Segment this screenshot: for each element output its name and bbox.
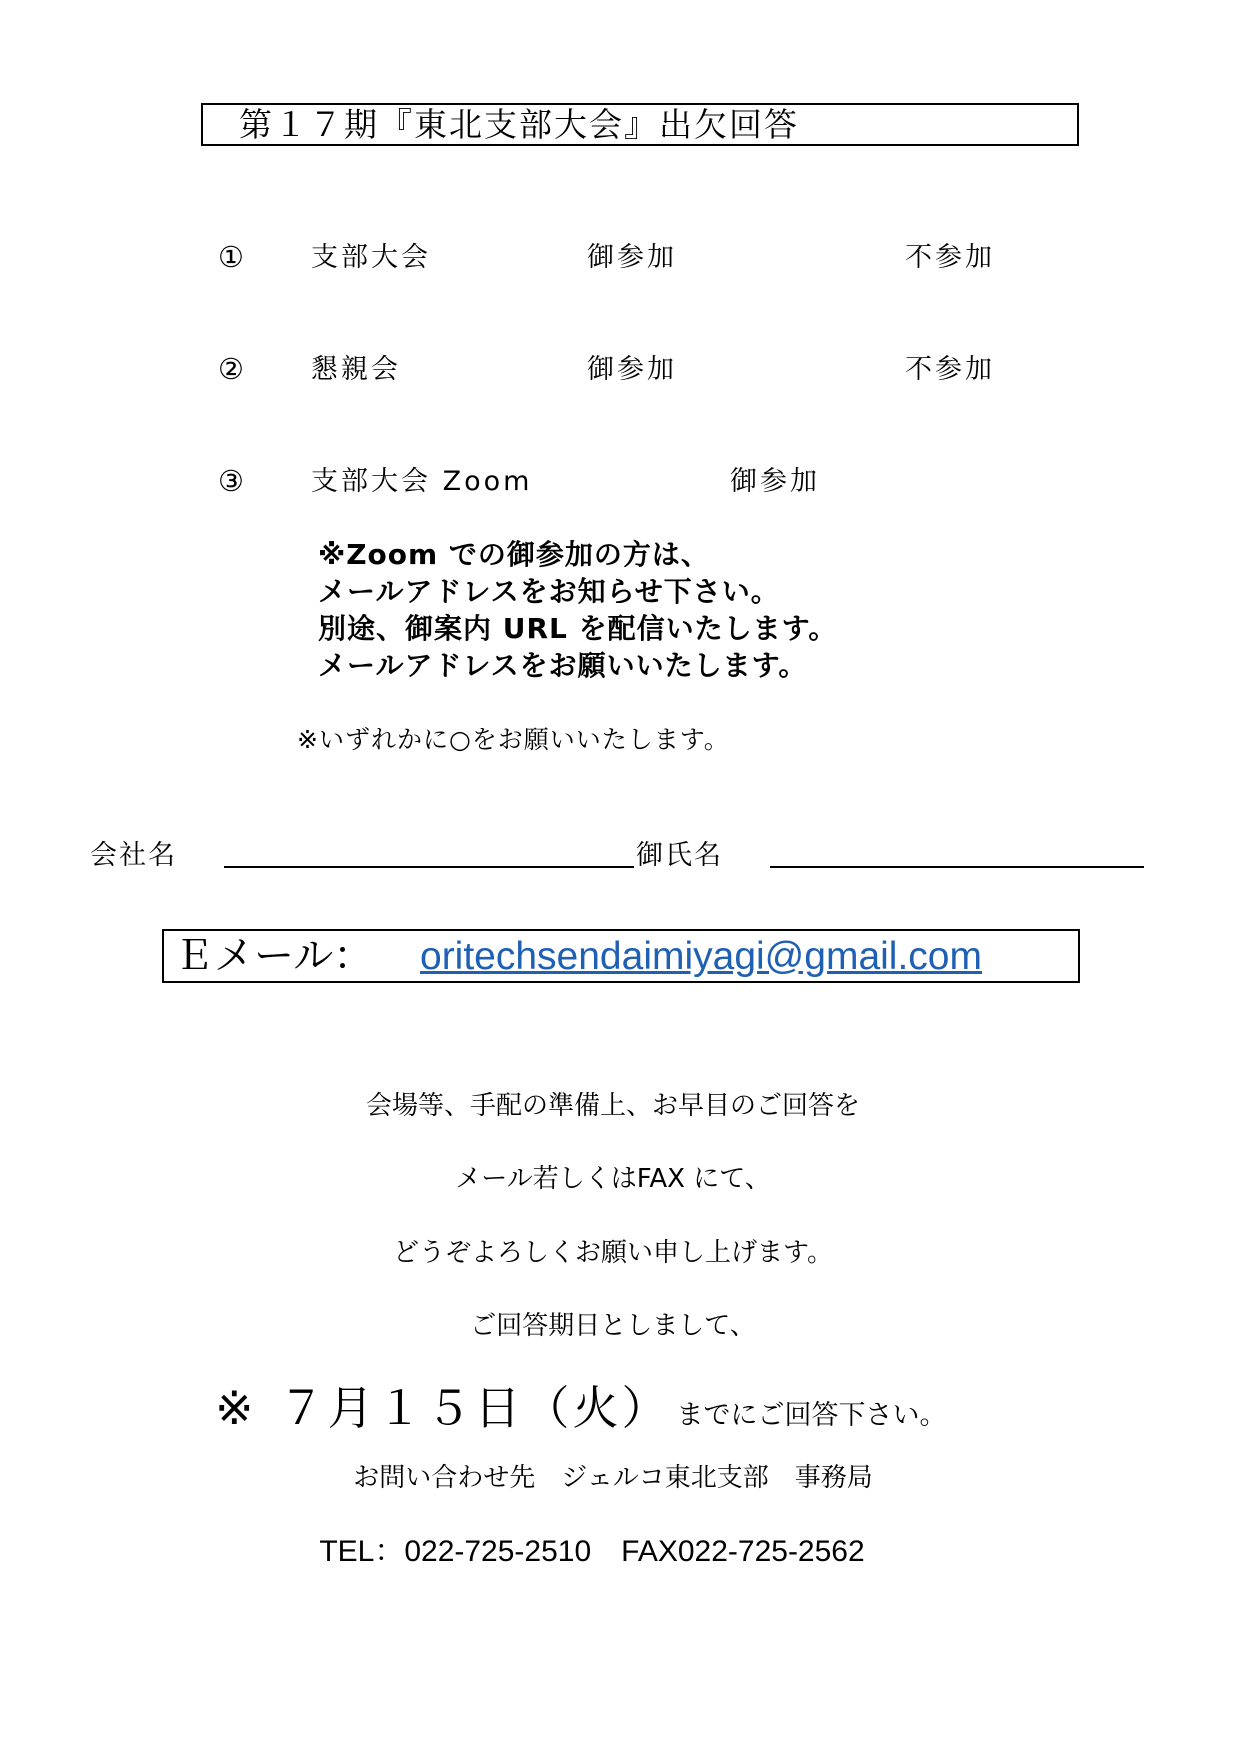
circle-instruction: ※いずれかに○をお願いいたします。 bbox=[297, 725, 730, 754]
zoom-note-line-1: ※Zoom での御参加の方は、 bbox=[318, 538, 710, 571]
deadline-date: ７月１５日（火） bbox=[278, 1381, 671, 1435]
email-label: Ｅメール： bbox=[174, 933, 374, 979]
option-1-name: 支部大会 bbox=[311, 242, 431, 273]
company-input-line[interactable] bbox=[224, 866, 634, 868]
option-3-name: 支部大会 Zoom bbox=[311, 466, 533, 497]
contact-tel-fax: TEL：022-725-2510 FAX022-725-2562 bbox=[319, 1535, 865, 1568]
page-title: 第１７期『東北支部大会』出欠回答 bbox=[201, 103, 1079, 146]
deadline-mark: ※ bbox=[215, 1381, 257, 1435]
message-line-2: メール若しくはFAX にて、 bbox=[455, 1164, 771, 1194]
zoom-note-line-4: メールアドレスをお願いいたします。 bbox=[318, 649, 808, 682]
message-line-3: どうぞよろしくお願い申し上げます。 bbox=[393, 1238, 833, 1268]
option-3-attend[interactable]: 御参加 bbox=[730, 466, 820, 497]
name-label: 御氏名 bbox=[636, 840, 723, 871]
option-2-name: 懇親会 bbox=[311, 354, 401, 385]
option-1-number: ① bbox=[218, 240, 244, 274]
option-1-absent[interactable]: 不参加 bbox=[905, 242, 995, 273]
option-3-number: ③ bbox=[218, 464, 244, 498]
deadline bbox=[215, 1380, 947, 1444]
zoom-note-line-3: 別途、御案内 URL を配信いたします。 bbox=[318, 612, 838, 645]
zoom-note-line-2: メールアドレスをお知らせ下さい。 bbox=[318, 575, 780, 608]
contact-line: お問い合わせ先 ジェルコ東北支部 事務局 bbox=[353, 1463, 873, 1493]
deadline-tail: までにご回答下さい。 bbox=[676, 1400, 947, 1431]
option-2-number: ② bbox=[218, 352, 244, 386]
option-1-attend[interactable]: 御参加 bbox=[587, 242, 677, 273]
message-line-1: 会場等、手配の準備上、お早目のご回答を bbox=[365, 1091, 860, 1121]
email-box bbox=[162, 929, 1080, 983]
message-line-4: ご回答期日としまして、 bbox=[470, 1311, 756, 1341]
option-2-absent[interactable]: 不参加 bbox=[905, 354, 995, 385]
option-2-attend[interactable]: 御参加 bbox=[587, 354, 677, 385]
name-input-line[interactable] bbox=[770, 866, 1144, 868]
email-link[interactable]: oritechsendaimiyagi@gmail.com bbox=[420, 935, 982, 978]
company-label: 会社名 bbox=[90, 840, 177, 871]
